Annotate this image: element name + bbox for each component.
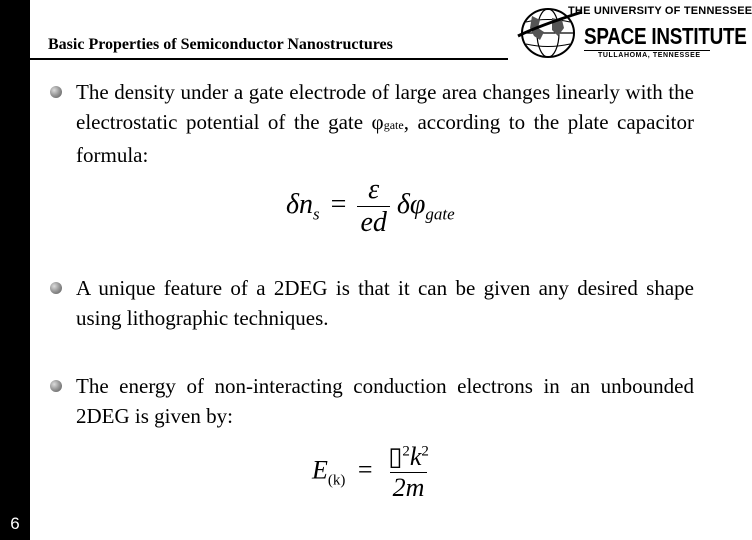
slide-title: Basic Properties of Semiconductor Nanostructures [48, 36, 393, 53]
bullet-icon [50, 86, 62, 98]
energy-formula: $E_{(k)}$ = $\frac{▯^2k^2}{2m}$ [312, 442, 429, 502]
title-underline [30, 58, 508, 60]
left-sidebar-bar [0, 0, 30, 540]
bullet-icon [50, 380, 62, 392]
bullet-text-2: A unique feature of a 2DEG is that it can be given any desired shape using lithographic techniques. [76, 276, 694, 330]
logo-divider [584, 50, 710, 51]
capacitor-formula: $\delta n_s$ = $\frac{\varepsilon}{ed}$ $\delta\varphi_{gate}$ [286, 174, 455, 238]
logo-location-text: TULLAHOMA, TENNESSEE [598, 52, 701, 59]
slide-number: 6 [10, 514, 20, 533]
logo-university-text: THE UNIVERSITY OF TENNESSEE [568, 5, 752, 17]
bullet-text-3: The energy of non-interacting conduction electrons in an unbounded 2DEG is given by: [76, 374, 694, 428]
bullet-icon [50, 282, 62, 294]
bullet-text-1: The density under a gate electrode of large area changes linearly with the electrostatic potential of the gate φgate, according to the plate capacitor formula: [76, 80, 694, 167]
logo-institute-text: SPACE INSTITUTE [584, 23, 747, 49]
university-logo [518, 4, 752, 62]
